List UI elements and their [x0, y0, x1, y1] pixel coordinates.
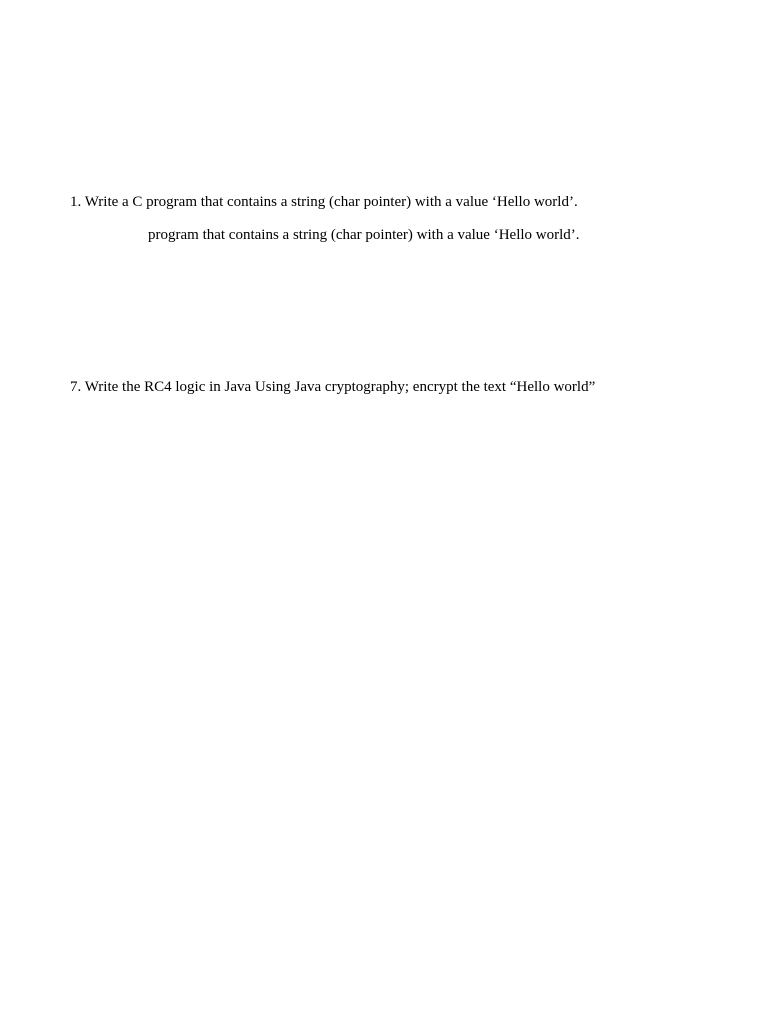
question-1-repeated-text: program that contains a string (char pointer) with a value ‘Hello world’.: [148, 227, 580, 243]
question-1-text: 1. Write a C program that contains a string (char pointer) with a value ‘Hello world’.: [70, 194, 578, 210]
question-7-text: 7. Write the RC4 logic in Java Using Java cryptography; encrypt the text “Hello world”: [70, 379, 596, 395]
